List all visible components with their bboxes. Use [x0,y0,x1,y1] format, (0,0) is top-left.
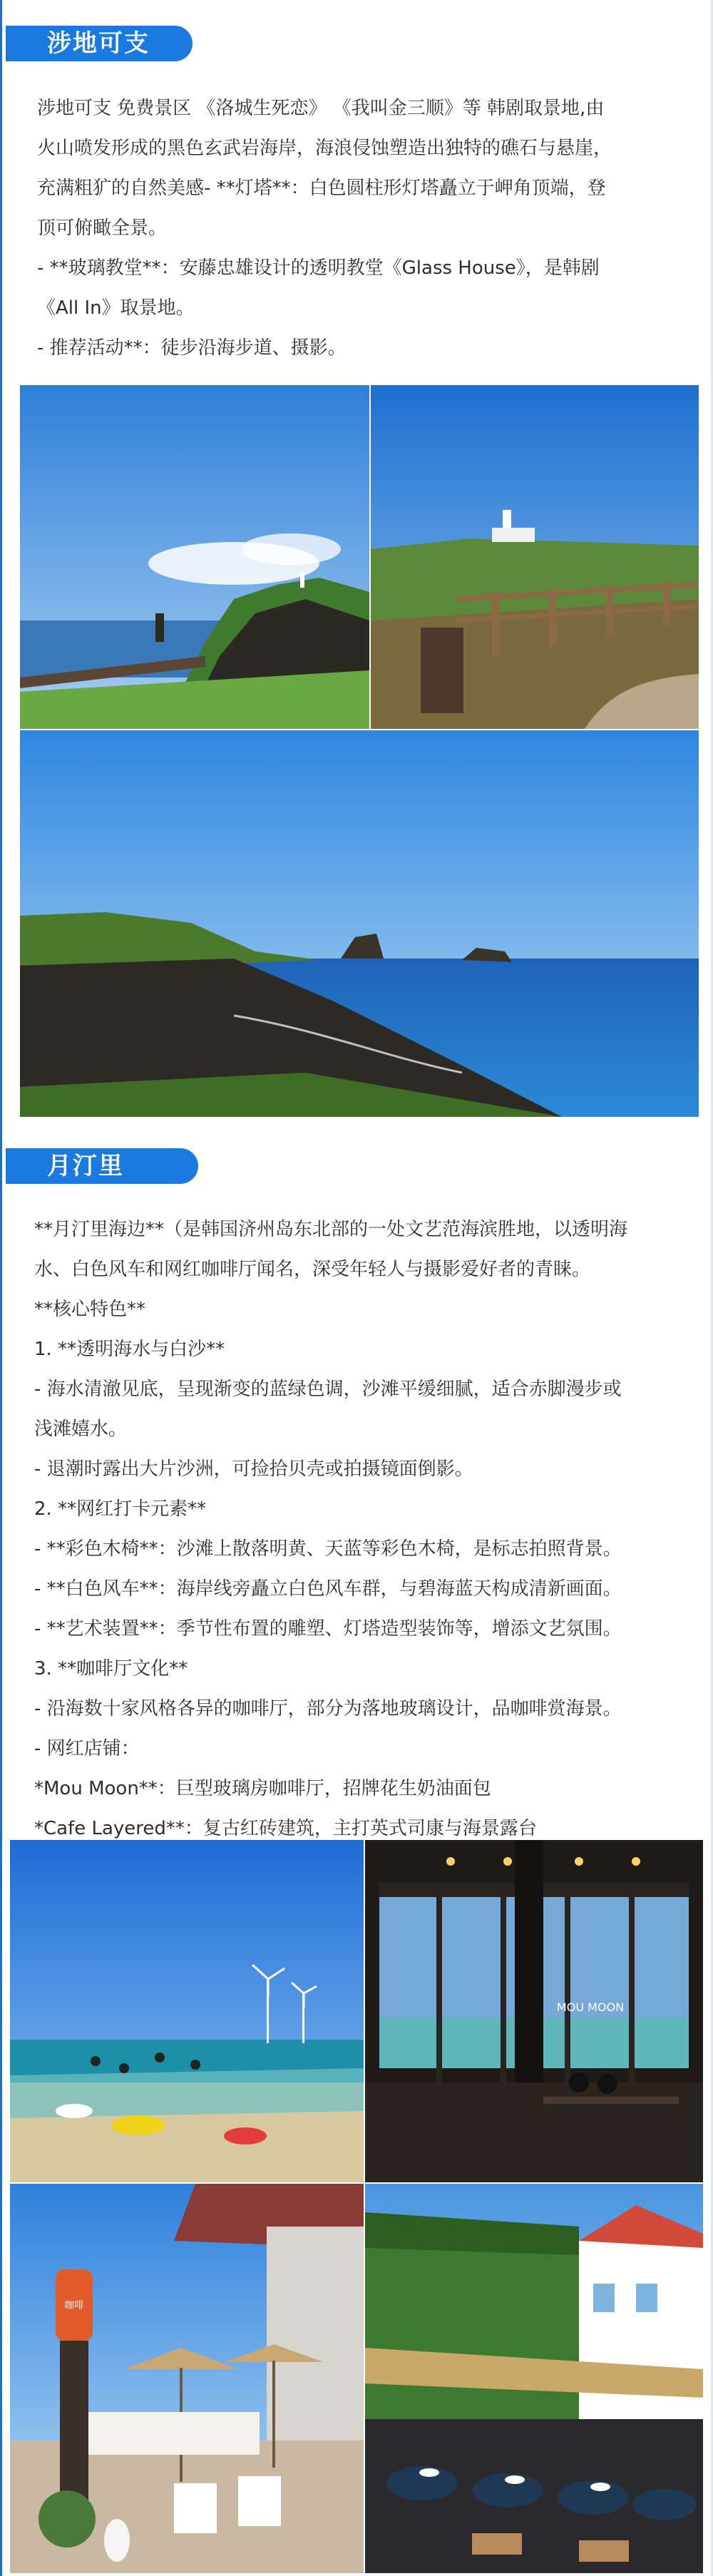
photo-ivy-building-lounge [365,2184,703,2573]
shop-sign-text: 咖啡 [64,2300,84,2311]
paragraph-line: - 退潮时露出大片沙洲，可捡拾贝壳或拍摄镜面倒影。 [34,1458,473,1480]
paragraph-line: *Mou Moon**：巨型玻璃房咖啡厅，招牌花生奶油面包 [34,1778,491,1799]
section-tag-woljeongri: 月汀里 [6,1148,198,1184]
paragraph-line: 3. **咖啡厅文化** [34,1658,188,1680]
section-tag-seopjikoji: 涉地可支 [6,26,193,61]
photo-beach-windmills [10,1840,364,2182]
paragraph-line: - **白色风车**：海岸线旁矗立白色风车群，与碧海蓝天构成清新画面。 [34,1578,622,1600]
paragraph-line: 1. **透明海水与白沙** [34,1339,225,1360]
paragraph-line: - **彩色木椅**：沙滩上散落明黄、天蓝等彩色木椅，是标志拍照背景。 [34,1538,622,1560]
paragraph-line: 涉地可支 免费景区 《洛城生死恋》 《我叫金三顺》等 韩剧取景地,由 [37,98,605,119]
paragraph-line: 《All In》取景地。 [37,297,195,319]
paragraph-line: 浅滩嬉水。 [34,1419,128,1440]
photo-lighthouse-hill-fence [371,385,699,729]
paragraph-line: **月汀里海边**（是韩国济州岛东北部的一处文艺范海滨胜地，以透明海 [34,1219,628,1240]
paragraph-line: 2. **网红打卡元素** [34,1498,207,1520]
paragraph-line: 顶可俯瞰全景。 [37,218,168,239]
paragraph-line: - 推荐活动**：徒步沿海步道、摄影。 [37,337,347,359]
paragraph-line: **核心特色** [34,1299,146,1320]
paragraph-line: - **艺术装置**：季节性布置的雕塑、灯塔造型装饰等，增添文艺氛围。 [34,1618,622,1640]
photo-coastal-cliff-lighthouse [20,385,369,729]
paragraph-line: 充满粗犷的自然美感- **灯塔**：白色圆柱形灯塔矗立于岬角顶端，登 [37,178,606,199]
photo-basalt-coast-panorama [20,730,699,1117]
paragraph-line: - 海水清澈见底，呈现渐变的蓝绿色调，沙滩平缓细腻，适合赤脚漫步或 [34,1379,622,1400]
photo-cafe-terrace-umbrellas [10,2184,364,2573]
paragraph-line: 水、白色风车和网红咖啡厅闻名，深受年轻人与摄影爱好者的青睐。 [34,1259,591,1280]
photo-glass-cafe-interior [365,1840,703,2182]
paragraph-line: *Cafe Layered**：复古红砖建筑，主打英式司康与海景露台 [34,1818,537,1839]
paragraph-line: - 网红店铺： [34,1738,140,1759]
paragraph-line: - 沿海数十家风格各异的咖啡厅，部分为落地玻璃设计，品咖啡赏海景。 [34,1698,622,1719]
left-accent-border [0,0,2,2576]
paragraph-line: 火山喷发形成的黑色玄武岩海岸，海浪侵蚀塑造出独特的礁石与悬崖， [37,138,612,159]
paragraph-line: - **玻璃教堂**：安藤忠雄设计的透明教堂《Glass House》，是韩剧 [37,257,600,279]
cafe-sign-text: MOU MOON [556,2000,625,2014]
